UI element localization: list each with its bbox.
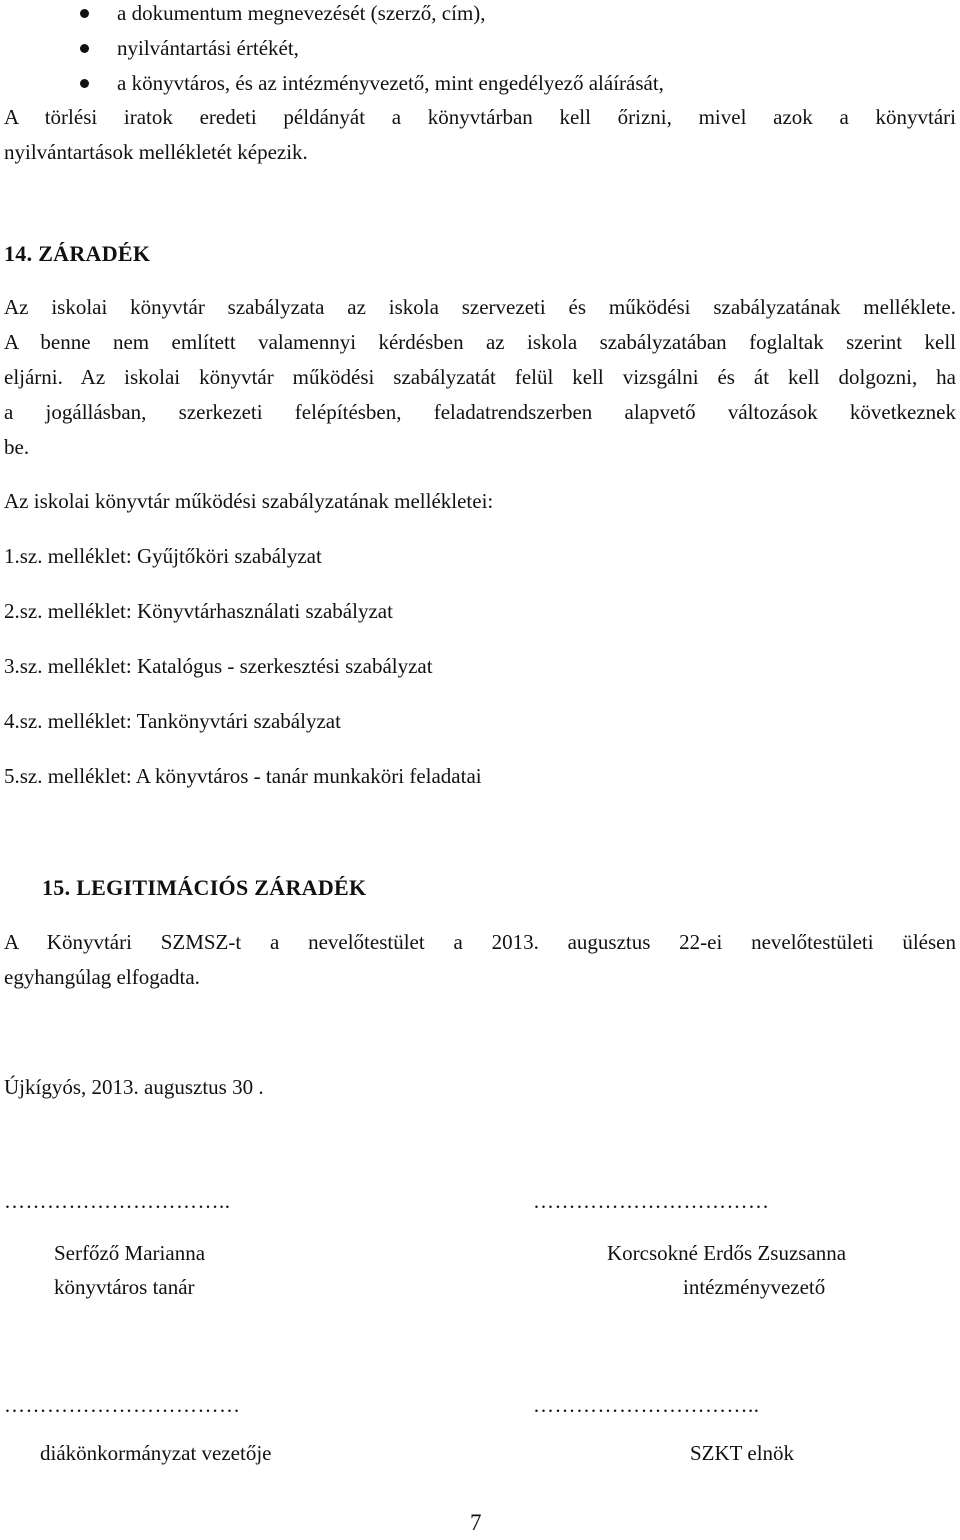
body-line: Az iskolai könyvtár szabályzata az iskola szervezeti és működési szabályzatának melléklete. (4, 295, 956, 319)
annex-item: 1.sz. melléklet: Gyűjtőköri szabályzat (4, 544, 322, 568)
annex-item: 3.sz. melléklet: Katalógus - szerkesztési szabályzat (4, 654, 433, 678)
list-item (0, 0, 960, 31)
list-item-text: nyilvántartási értékét, (117, 36, 299, 60)
signature-line: …………………………… (4, 1393, 241, 1417)
deletion-note (4, 100, 956, 170)
deletion-note-line: nyilvántartások mellékletét képezik. (4, 140, 308, 164)
section-15-body (4, 925, 956, 995)
bullet-icon (80, 9, 89, 18)
body-line: egyhangúlag elfogadta. (4, 965, 200, 989)
signer-role: diákönkormányzat vezetője (40, 1441, 272, 1465)
body-line: be. (4, 435, 30, 459)
requirements-list (0, 0, 960, 101)
signature-line: ………………………….. (533, 1393, 760, 1417)
list-item (0, 66, 960, 101)
page-number: 7 (470, 1510, 482, 1535)
bullet-icon (80, 44, 89, 53)
body-line: A Könyvtári SZMSZ-t a nevelőtestület a 2013. augusztus 22-ei nevelőtestületi ülésen (4, 930, 956, 954)
signature-line: ………………………….. (4, 1189, 231, 1213)
annex-item: 4.sz. melléklet: Tankönyvtári szabályzat (4, 709, 341, 733)
signer-name: Serfőző Marianna (54, 1241, 206, 1265)
section-14-body (4, 290, 956, 465)
annex-item: 5.sz. melléklet: A könyvtáros - tanár munkaköri feladatai (4, 764, 482, 788)
place-date: Újkígyós, 2013. augusztus 30 . (4, 1075, 264, 1099)
section-15-heading: 15. LEGITIMÁCIÓS ZÁRADÉK (42, 875, 367, 900)
signer-role: könyvtáros tanár (54, 1275, 195, 1299)
signer-role: SZKT elnök (690, 1441, 795, 1465)
body-line: A benne nem említett valamennyi kérdésben az iskola szabályzatában foglaltak szerint kell (4, 330, 956, 354)
signature-line: …………………………… (533, 1189, 770, 1213)
deletion-note-line: A törlési iratok eredeti példányát a könyvtárban kell őrizni, mivel azok a könyvtári (4, 105, 956, 129)
list-item (0, 31, 960, 66)
list-item-text: a könyvtáros, és az intézményvezető, mint engedélyező aláírását, (117, 71, 664, 95)
bullet-icon (80, 79, 89, 88)
body-line: eljárni. Az iskolai könyvtár működési szabályzatát felül kell vizsgálni és át kell dolgozni, ha (4, 365, 956, 389)
signer-role: intézményvezető (683, 1275, 826, 1299)
annex-item: 2.sz. melléklet: Könyvtárhasználati szabályzat (4, 599, 393, 623)
list-item-text: a dokumentum megnevezését (szerző, cím), (117, 1, 486, 25)
body-line: a jogállásban, szerkezeti felépítésben, feladatrendszerben alapvető változások következnek (4, 400, 956, 424)
section-14-heading: 14. ZÁRADÉK (4, 241, 151, 266)
annex-intro: Az iskolai könyvtár működési szabályzatának mellékletei: (4, 489, 494, 513)
signer-name: Korcsokné Erdős Zsuzsanna (607, 1241, 847, 1265)
